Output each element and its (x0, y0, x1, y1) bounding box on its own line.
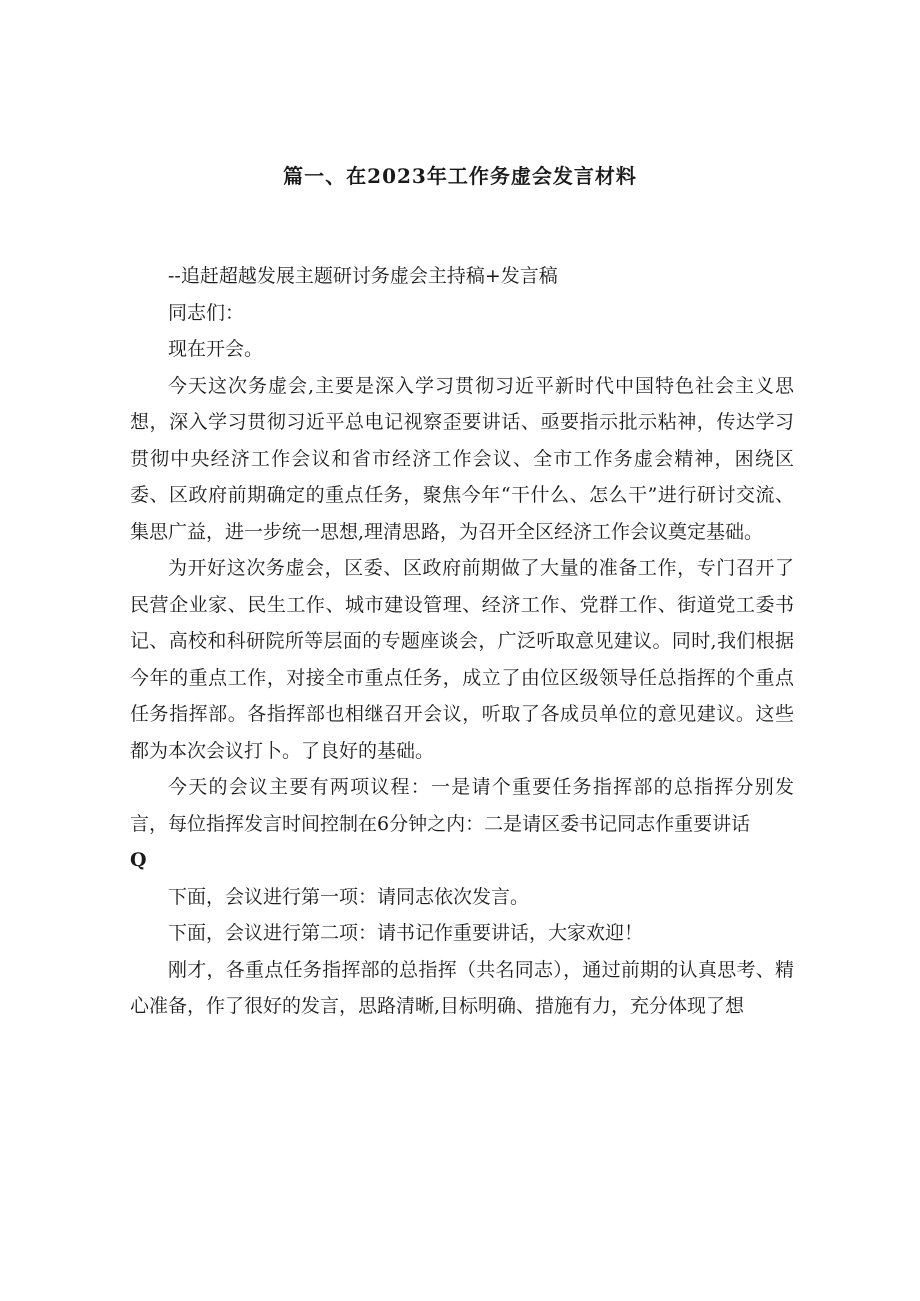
paragraph-agenda (130, 769, 794, 879)
paragraph-opening: 现在开会。 (168, 338, 264, 360)
document-title: 篇一、在2023年工作务虚会发言材料 (283, 164, 637, 188)
paragraph-salutation: 同志们： (168, 301, 245, 324)
document-subtitle: --追赶超越发展主题研讨务虚会主持稿+发言稿 (168, 265, 558, 287)
paragraph-first-item: 下面，会议进行第一项：请同志依次发言。 (168, 885, 530, 908)
agenda-trailing-mark: Q (130, 849, 147, 871)
paragraph-preparation: 为开好这次务虚会，区委、区政府前期做了大量的准备工作，专门召开了民营企业家、民生工作、城市建设管理、经济工作、党群工作、街道党工委书记、高校和科研院所等层面的专题座谈会，广泛听取意见建议。同时,我们根据今年的重点工作，对接全市重点任务，成立了由位区级领导任总指挥的个重点任务指挥部。各指挥部也相继召开会议，听取了各成员单位的意见建议。这些都为本次会议打卜。了良好的基础。 (130, 557, 794, 762)
agenda-text: 今天的会议主要有两项议程：一是请个重要任务指挥部的总指挥分别发言，每位指挥发言时间控制在6分钟之内：二是请区委书记同志作重要讲话 (130, 776, 794, 835)
paragraph-purpose: 今天这次务虚会,主要是深入学习贯彻习近平新时代中国特色社会主义思想，深入学习贯彻习近平总电记视察歪要讲话、亟要指示批示粘神，传达学习贯彻中央经济工作会议和省市经济工作会议、全市工作务虚会精神，困绕区委、区政府前期确定的重点任务，聚焦今年“干什么、怎么干”进行研讨交流、集思广益，进一步统一思想,理清思路，为召开全区经济工作会议奠定基础。 (130, 374, 794, 543)
paragraph-second-item: 下面，会议进行第二项：请书记作重要讲话，大家欢迎！ (168, 922, 644, 944)
paragraph-summary: 刚才，各重点任务指挥部的总指挥（共名同志），通过前期的认真思考、精心准备，作了很好的发言，思路清晰,目标明确、措施有力，充分体现了想 (130, 958, 794, 1017)
document-body (130, 258, 794, 1025)
